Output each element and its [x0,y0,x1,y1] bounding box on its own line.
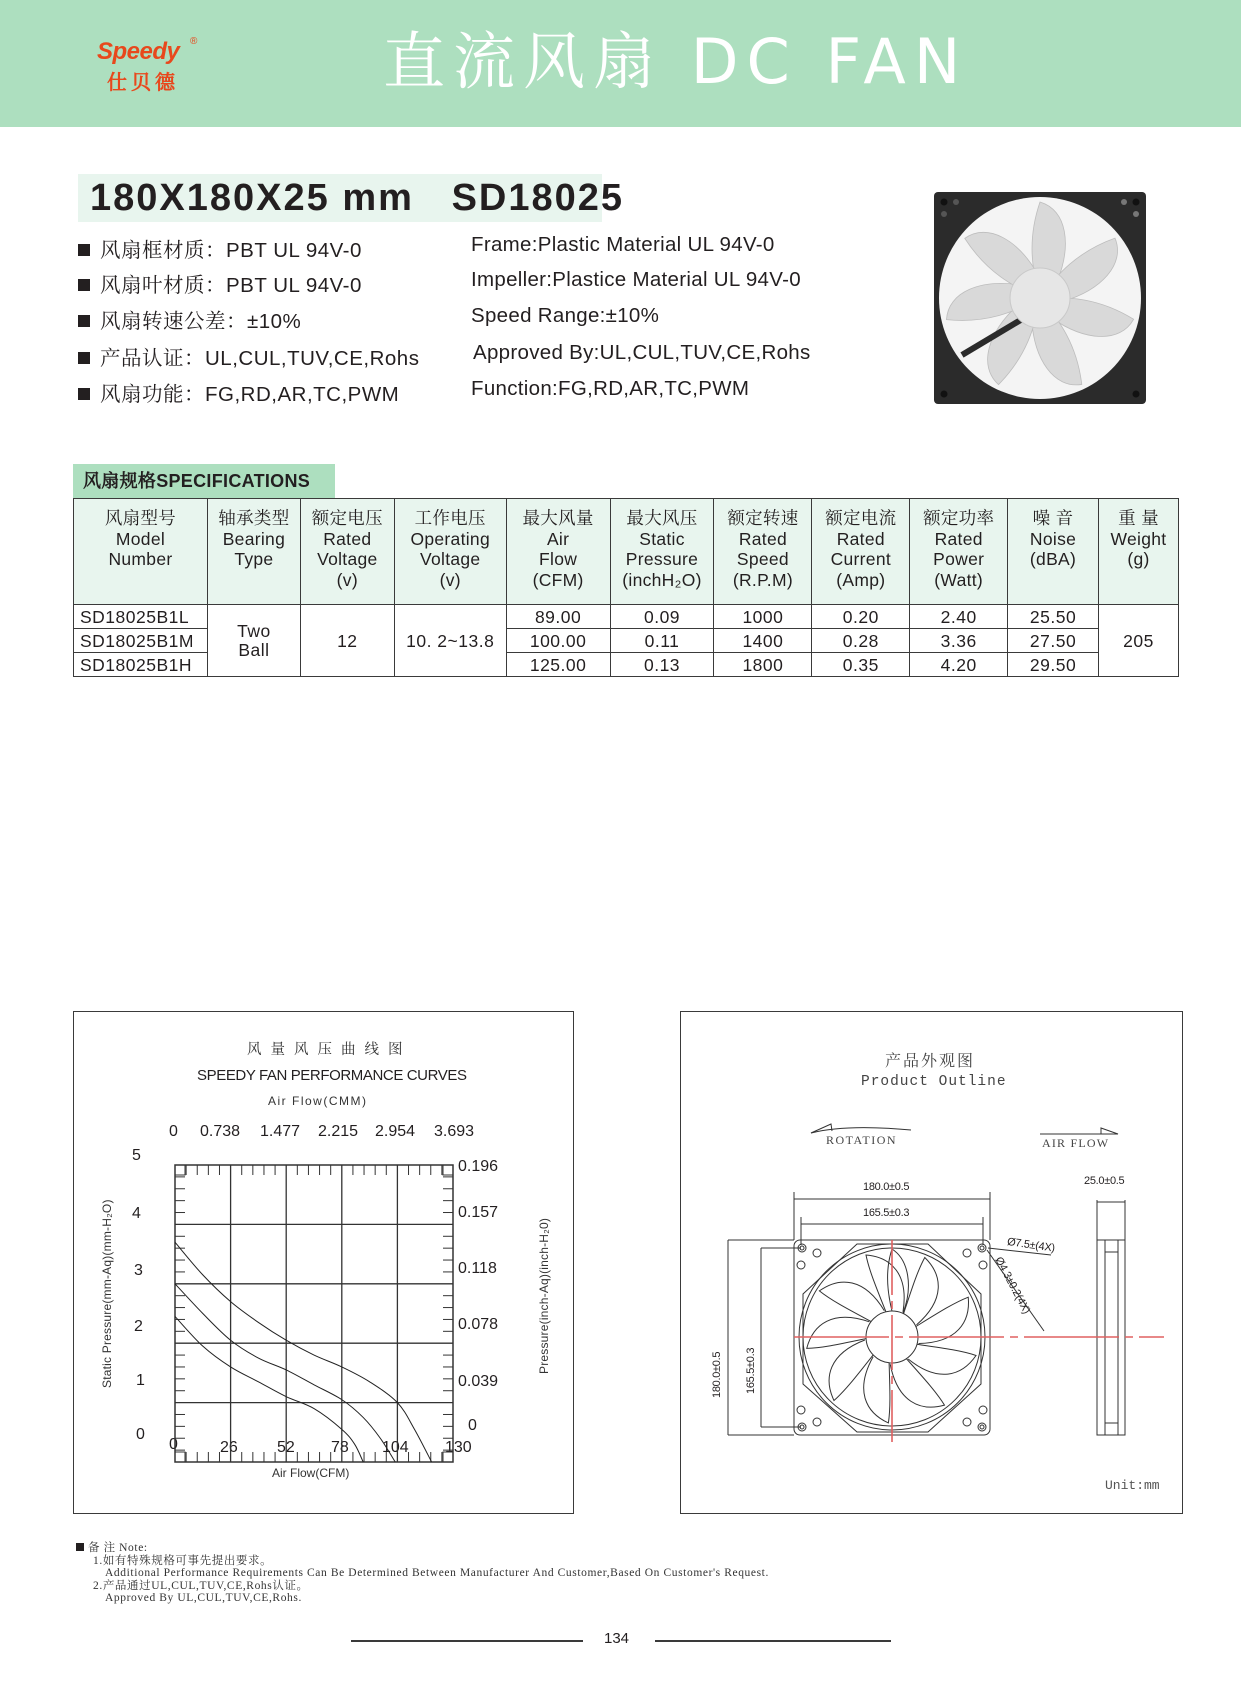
feature-text: 风扇功能：FG,RD,AR,TC,PWM [100,383,400,406]
top-tick: 1.477 [260,1123,301,1140]
col-cn: 最大风量 [522,508,594,528]
col-en: Voltage [317,549,378,569]
col-en: Rated [738,528,788,549]
col-cn: 噪 音 [1032,508,1074,528]
col-en: Operating [410,528,490,549]
cell-model: SD18025B1H [74,653,208,677]
feature-en-speed: Speed Range:±10% [471,304,660,327]
bullet-square-icon [76,1543,84,1551]
y2-tick: 0.118 [458,1260,497,1277]
feature-text: 风扇叶材质：PBT UL 94V-0 [100,274,362,297]
dim-inner-hole: Ø4.3±0.2(4X) [992,1255,1033,1316]
col-en: (v) [439,569,461,590]
x-tick: 130 [445,1439,472,1456]
y2-tick: 0 [468,1417,477,1434]
feature-en-frame: Frame:Plastic Material UL 94V-0 [471,233,775,256]
col-en: (Amp) [836,569,886,590]
feature-cn-function [78,377,399,407]
y2-tick: 0.078 [458,1316,499,1333]
dim-outer-hole: Ø7.5±(4X) [1006,1236,1056,1255]
feature-cn-frame [78,233,362,263]
col-cn: 工作电压 [414,508,486,528]
col-operating-voltage [394,499,506,605]
bearing-line: Ball [238,639,270,660]
cell-noise: 25.50 [1008,605,1099,629]
curve-SD18025B1H [175,1242,432,1462]
cell-power: 3.36 [910,629,1008,653]
col-en: Rated [323,528,372,549]
note-line: Additional Performance Requirements Can Be Determined Between Manufacturer And Customer,Based On Customer's Request. [105,1567,769,1579]
col-en: Model [115,528,166,549]
outline-drawing [681,1012,1184,1515]
curve-SD18025B1L [175,1316,363,1462]
col-en: Rated [934,528,983,549]
col-en: Current [830,549,892,569]
col-en: (g) [1127,549,1150,569]
col-en: Type [234,549,274,569]
x-tick: 104 [382,1439,409,1456]
product-outline-panel [680,1011,1183,1514]
airflow-label: AIR FLOW [1042,1136,1110,1150]
cell-air-flow: 100.00 [506,629,610,653]
notes-section [76,1542,769,1605]
x-tick: 0 [169,1436,178,1453]
page-number: 134 [604,1630,630,1647]
logo-chinese: 仕贝德 [107,72,179,94]
cell-speed: 1400 [714,629,812,653]
bullet-square-icon [78,352,90,364]
col-en: Weight [1110,528,1167,549]
notes-heading [76,1542,769,1555]
col-air-flow [506,499,610,605]
bullet-square-icon [78,279,90,291]
dim-hole-width: 165.5±0.3 [863,1207,910,1219]
cell-current: 0.35 [812,653,910,677]
col-cn: 额定转速 [727,508,799,528]
footer-divider-right [655,1640,891,1642]
cell-power: 4.20 [910,653,1008,677]
cell-noise: 29.50 [1008,653,1099,677]
col-en: Noise [1029,528,1077,549]
specifications-tab-label: 风扇规格SPECIFICATIONS [73,464,335,498]
model-title: 180X180X25 mm SD18025 [90,177,625,219]
feature-text: 风扇转速公差：±10% [100,310,302,333]
y-tick: 2 [134,1318,143,1335]
cell-speed: 1000 [714,605,812,629]
outline-title-en: Product Outline [861,1074,1007,1090]
col-cn: 轴承类型 [218,508,290,528]
y2-axis-label: Pressure(inch-Aq)(inch-H₂0) [537,1217,551,1374]
dim-outer-height: 180.0±0.5 [711,1351,723,1398]
y2-tick: 0.039 [458,1373,499,1390]
bullet-square-icon [78,315,90,327]
y2-tick: 0.196 [458,1158,499,1175]
cell-current: 0.28 [812,629,910,653]
rotation-label: ROTATION [826,1133,898,1147]
cell-noise: 27.50 [1008,629,1099,653]
bullet-square-icon [78,244,90,256]
col-en: (Watt) [934,569,984,590]
page-title: 直流风扇 DC FAN [383,25,969,98]
notes-heading-text: 备 注 Note: [88,1542,148,1554]
cell-model: SD18025B1M [74,629,208,653]
col-en: Number [108,549,173,569]
col-cn: 最大风压 [626,508,698,528]
dim-thickness: 25.0±0.5 [1084,1175,1125,1187]
y-tick: 1 [136,1372,145,1389]
cell-model: SD18025B1L [74,605,208,629]
col-cn: 额定电流 [825,508,897,528]
col-en: Bearing [222,528,286,549]
col-rated-voltage [300,499,394,605]
fan-photo [932,190,1148,406]
col-en: Speed [736,549,789,569]
feature-en-impeller: Impeller:Plastice Material UL 94V-0 [471,268,801,291]
col-en: (v) [336,569,358,590]
col-en: Static [639,528,685,549]
note-line: Approved By UL,CUL,TUV,CE,Rohs. [105,1592,302,1604]
bearing-line: Two [237,620,271,641]
cell-air-flow: 89.00 [506,605,610,629]
col-en: (inchH₂O) [622,569,702,590]
col-rated-power [910,499,1008,605]
cell-air-flow: 125.00 [506,653,610,677]
note-line: 1.如有特殊规格可事先提出要求。 [93,1554,273,1567]
dim-hole-height: 165.5±0.3 [745,1347,757,1394]
logo-wordmark: Speedy [97,38,180,65]
col-en: Air [546,528,570,549]
y2-tick: 0.157 [458,1204,499,1221]
col-rated-speed [714,499,812,605]
col-noise [1008,499,1099,605]
col-bearing [207,499,300,605]
col-en: Voltage [419,549,481,569]
chart-top-axis-label: Air Flow(CMM) [268,1094,368,1108]
cell-weight: 205 [1098,605,1178,677]
specifications-table [73,498,1179,677]
y-tick: 0 [136,1426,145,1443]
speedy-logo [97,38,207,98]
cell-static-pressure: 0.13 [610,653,714,677]
col-cn: 额定电压 [311,508,383,528]
performance-chart-panel [73,1011,574,1514]
col-en: (dBA) [1029,549,1077,569]
feature-en-approval: Approved By:UL,CUL,TUV,CE,Rohs [473,341,811,364]
x-axis-label: Air Flow(CFM) [272,1466,350,1480]
feature-cn-speed [78,304,301,334]
note-line: 2.产品通过UL,CUL,TUV,CE,Rohs认证。 [93,1579,309,1592]
header-banner [0,0,1241,127]
col-cn: 风扇型号 [104,508,177,528]
col-en: Pressure [625,549,699,569]
cell-operating-voltage: 10. 2~13.8 [394,605,506,677]
col-static-pressure [610,499,714,605]
col-weight [1098,499,1178,605]
col-en: Power [933,549,985,569]
dim-outer-width: 180.0±0.5 [863,1181,910,1193]
feature-cn-impeller [78,268,362,298]
col-rated-current [812,499,910,605]
bullet-square-icon [78,388,90,400]
col-en: (R.P.M) [732,569,793,590]
chart-title-cn: 风量风压曲线图 [247,1042,412,1058]
rotation-arrow-icon [811,1128,911,1133]
col-en: Flow [539,549,578,569]
top-tick: 0.738 [200,1123,241,1140]
col-en: (CFM) [532,569,584,590]
feature-text: 风扇框材质：PBT UL 94V-0 [100,239,362,262]
col-en: Rated [836,528,885,549]
col-cn: 重 量 [1118,508,1159,528]
top-tick: 3.693 [434,1123,475,1140]
feature-text: 产品认证：UL,CUL,TUV,CE,Rohs [100,347,420,370]
y-tick: 5 [132,1147,141,1164]
y-tick: 3 [134,1262,143,1279]
table-row [74,605,1179,629]
y-axis-label: Static Pressure(mm-Aq)(mm-H₂O) [100,1199,114,1388]
curve-SD18025B1M [175,1284,395,1462]
top-tick: 2.215 [318,1123,359,1140]
feature-en-function: Function:FG,RD,AR,TC,PWM [471,377,750,400]
unit-label: Unit:mm [1105,1478,1160,1493]
feature-cn-approval [78,341,419,371]
x-tick: 78 [331,1439,349,1456]
top-tick: 0 [169,1123,178,1140]
cell-bearing [207,605,300,677]
registered-mark: ® [190,36,198,47]
cell-current: 0.20 [812,605,910,629]
y-tick: 4 [132,1205,141,1222]
top-tick: 2.954 [375,1123,416,1140]
chart-title: SPEEDY FAN PERFORMANCE CURVES [197,1067,467,1084]
performance-plot [74,1012,575,1515]
col-model [74,499,208,605]
x-tick: 26 [220,1439,238,1456]
cell-rated-voltage: 12 [300,605,394,677]
cell-power: 2.40 [910,605,1008,629]
footer-divider-left [351,1640,583,1642]
outline-title-cn: 产品外观图 [885,1053,976,1070]
airflow-arrow-icon [1040,1128,1118,1134]
cell-static-pressure: 0.11 [610,629,714,653]
col-cn: 额定功率 [923,508,995,528]
cell-static-pressure: 0.09 [610,605,714,629]
table-header-row [74,499,1179,605]
cell-speed: 1800 [714,653,812,677]
x-tick: 52 [277,1439,295,1456]
